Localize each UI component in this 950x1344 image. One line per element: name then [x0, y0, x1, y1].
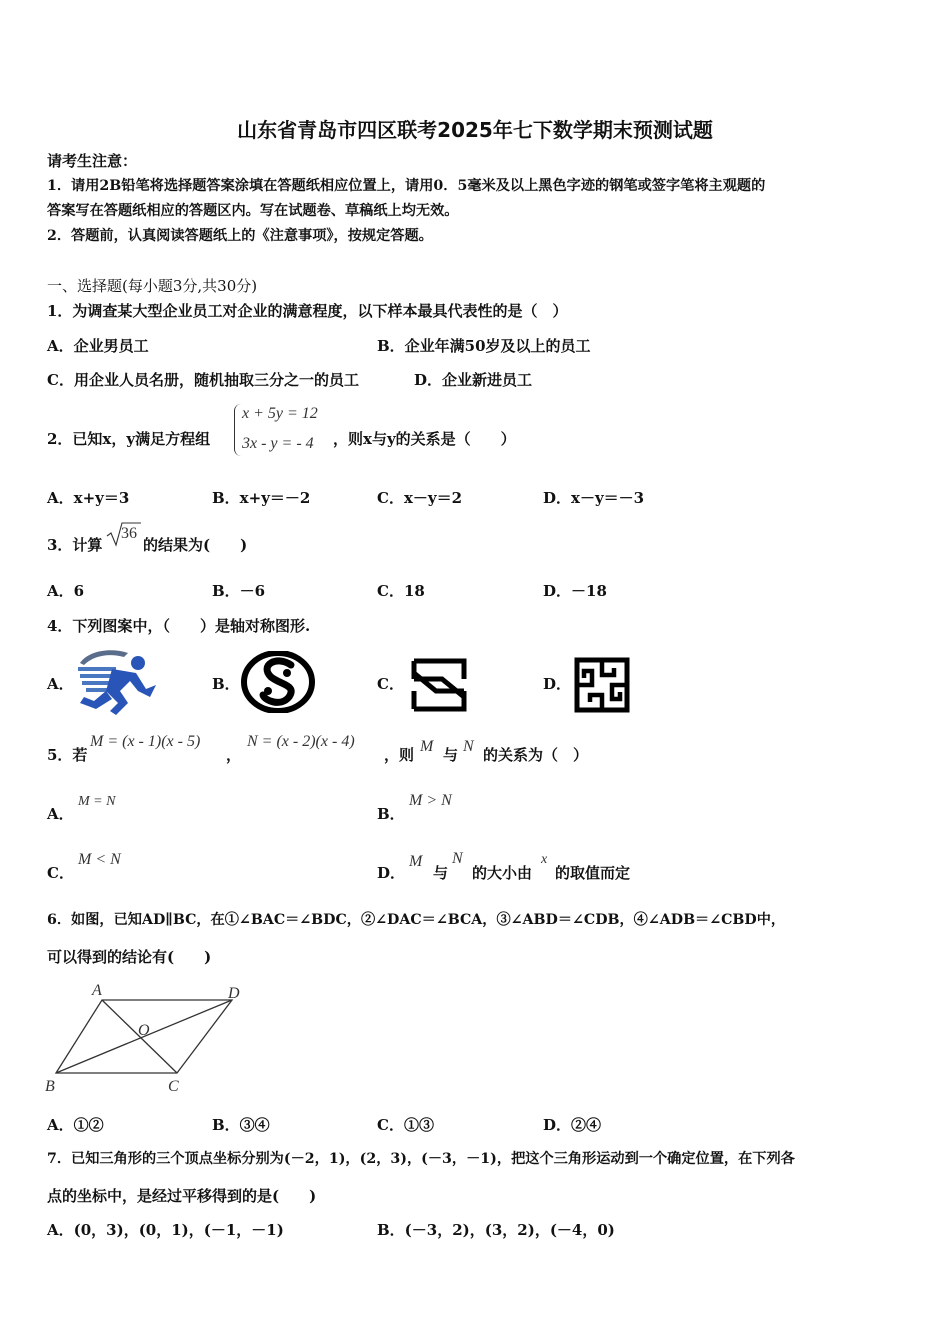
vertex-label-b: B [45, 1078, 55, 1095]
vertex-label-d: D [228, 985, 240, 1002]
q7-stem-line-2: 点的坐标中，是经过平移得到的是( ) [47, 1187, 317, 1205]
vertex-label-c: C [168, 1078, 179, 1095]
q4-option-a: A． [47, 675, 74, 693]
notice-line-2: 答案写在答题纸相应的答题区内。写在试题卷、草稿纸上均无效。 [47, 203, 459, 219]
q5-option-a: A． [47, 805, 74, 823]
q5-n: N [463, 738, 474, 755]
fret-pattern-icon [574, 657, 630, 713]
q7-stem-line-1: 7．已知三角形的三个顶点坐标分别为(－2，1)，(2，3)，(－3，－1)，把这个三角形运动到一个确定位置，在下列各 [47, 1151, 795, 1167]
q2-equation-1: x + 5y = 12 [242, 405, 318, 422]
q5-option-d-post: 的取值而定 [555, 864, 631, 882]
q1-option-b: B．企业年满50岁及以上的员工 [377, 337, 591, 355]
q2-option-a: A．x+y＝3 [47, 489, 130, 507]
q5-option-d-and: 与 [433, 864, 449, 882]
q5-stem-mid: ，则 [384, 746, 415, 764]
q2-stem-post: ，则x与y的关系是（ ） [333, 430, 516, 448]
q6-option-a: A．①② [47, 1116, 104, 1134]
swirl-logo-icon [241, 651, 315, 713]
q4-stem: 4．下列图案中，（ ）是轴对称图形. [47, 617, 311, 635]
q2-option-c: C．x－y＝2 [377, 489, 463, 507]
q3-radicand: 36 [121, 525, 137, 542]
q3-option-c: C．18 [377, 582, 425, 600]
q1-option-a: A．企业男员工 [47, 337, 149, 355]
q2-equation-2: 3x - y = - 4 [242, 435, 314, 452]
q2-option-b: B．x+y＝－2 [212, 489, 311, 507]
q2-stem-pre: 2．已知x，y满足方程组 [47, 430, 211, 448]
q6-stem-line-1: 6．如图，已知AD∥BC，在①∠BAC＝∠BDC，②∠DAC＝∠BCA，③∠ABD＝∠CDB，④∠ADB＝∠CBD中， [47, 912, 786, 928]
q5-option-b-expression: M > N [409, 792, 452, 809]
runner-logo-icon [76, 647, 158, 717]
q3-stem-post: 的结果为( ) [143, 536, 248, 554]
q5-n-expression: N = (x - 2)(x - 4) [247, 733, 355, 750]
notice-line-1: 1．请用2B铅笔将选择题答案涂填在答题纸相应位置上，请用0．5毫米及以上黑色字迹的钢笔或签字笔将主观题的 [47, 178, 766, 194]
q6-stem-line-2: 可以得到的结论有( ) [47, 948, 212, 966]
q5-option-a-expression: M = N [78, 794, 116, 809]
equation-brace [234, 404, 241, 456]
q3-stem-pre: 3．计算 [47, 536, 103, 554]
q5-option-d-m: M [409, 853, 423, 870]
q3-option-a: A．6 [47, 582, 85, 600]
q4-option-b: B． [212, 675, 240, 693]
q5-comma: ， [226, 746, 242, 764]
page-title: 山东省青岛市四区联考2025年七下数学期末预测试题 [237, 118, 713, 142]
q6-option-b: B．③④ [212, 1116, 270, 1134]
q3-option-d: D．－18 [543, 582, 607, 600]
q2-option-d: D．x－y＝－3 [543, 489, 645, 507]
q5-option-c-expression: M < N [78, 851, 121, 868]
q7-option-b: B．(－3，2)，(3，2)，(－4，0) [377, 1221, 615, 1239]
parallelogram-figure [42, 980, 252, 1098]
section-heading: 一、选择题(每小题3分,共30分) [47, 277, 258, 295]
q5-option-d-x: x [541, 852, 548, 867]
q6-option-c: C．①③ [377, 1116, 434, 1134]
q5-stem-post: 的关系为（ ） [483, 746, 589, 764]
q5-m: M [420, 738, 434, 755]
q5-m-expression: M = (x - 1)(x - 5) [90, 733, 201, 750]
knot-logo-icon [408, 657, 470, 713]
notice-heading: 请考生注意： [47, 152, 138, 170]
notice-line-3: 2．答题前，认真阅读答题纸上的《注意事项》，按规定答题。 [47, 228, 433, 244]
q5-option-b: B． [377, 805, 405, 823]
q4-option-c: C． [377, 675, 404, 693]
q5-and: 与 [443, 746, 459, 764]
q3-option-b: B．－6 [212, 582, 266, 600]
q6-option-d: D．②④ [543, 1116, 602, 1134]
q5-option-d-n: N [452, 850, 463, 867]
q5-option-d-mid: 的大小由 [472, 864, 533, 882]
q1-option-d: D．企业新进员工 [414, 371, 533, 389]
q4-option-d: D． [543, 675, 572, 693]
q1-stem: 1．为调查某大型企业员工对企业的满意程度，以下样本最具代表性的是（ ） [47, 302, 568, 320]
q5-stem-pre: 5．若 [47, 746, 88, 764]
q7-option-a: A．(0，3)，(0，1)，(－1，－1) [47, 1221, 284, 1239]
q5-option-c: C． [47, 864, 74, 882]
vertex-label-o: O [138, 1022, 150, 1039]
q1-option-c: C．用企业人员名册，随机抽取三分之一的员工 [47, 371, 359, 389]
vertex-label-a: A [92, 982, 102, 999]
q5-option-d: D． [377, 864, 406, 882]
